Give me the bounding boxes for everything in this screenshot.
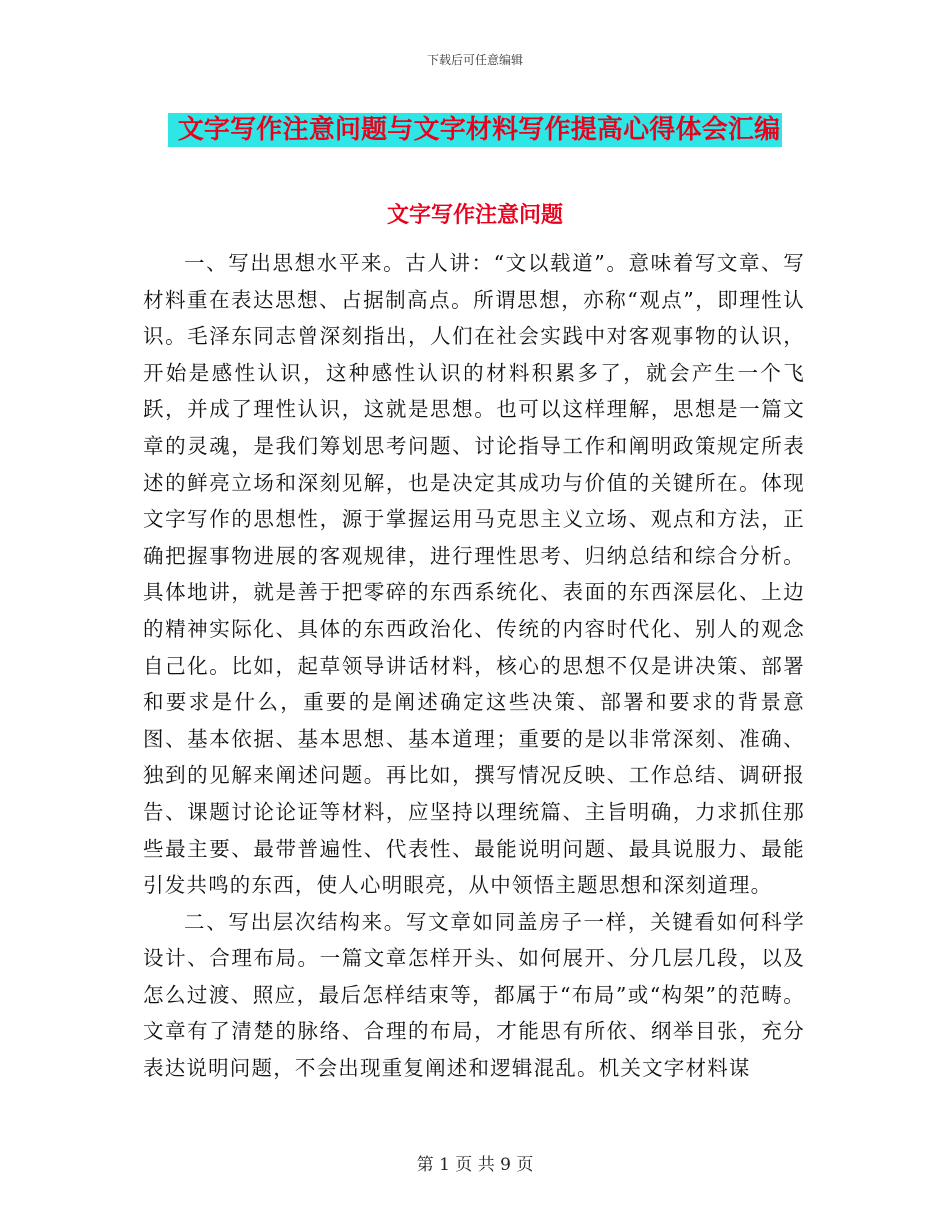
page-header-note: 下载后可任意编辑: [426, 53, 523, 67]
paragraph-1: 一、写出思想水平来。古人讲：“文以载道”。意味着写文章、写材料重在表达思想、占据制高点。所谓思想，亦称“观点”，即理性认识。毛泽东同志曾深刻指出，人们在社会实践中对客观事物的认识，开始是感性认识，这种感性认识的材料积累多了，就会产生一个飞跃，并成了理性认识，这就是思想。也可以这样理解，思想是一篇文章的灵魂，是我们筹划思考问题、讨论指导工作和阐明政策规定所表述的鲜亮立场和深刻见解，也是决定其成功与价值的关键所在。体现文字写作的思想性，源于掌握运用马克思主义立场、观点和方法，正确把握事物进展的客观规律，进行理性思考、归纳总结和综合分析。具体地讲，就是善于把零碎的东西系统化、表面的东西深层化、上边的精神实际化、具体的东西政治化、传统的内容时代化、别人的观念自己化。比如，起草领导讲话材料，核心的思想不仅是讲决策、部署和要求是什么，重要的是阐述确定这些决策、部署和要求的背景意图、基本依据、基本思想、基本道理；重要的是以非常深刻、准确、独到的见解来阐述问题。再比如，撰写情况反映、工作总结、调研报告、课题讨论论证等材料，应坚持以理统篇、主旨明确，力求抓住那些最主要、最带普遍性、代表性、最能说明问题、最具说服力、最能引发共鸣的东西，使人心明眼亮，从中领悟主题思想和深刻道理。: [143, 251, 805, 898]
paragraph-2: 二、写出层次结构来。写文章如同盖房子一样，关键看如何科学设计、合理布局。一篇文章怎样开头、如何展开、分几层几段，以及怎么过渡、照应，最后怎样结束等，都属于“布局”或“构架”的范畴。文章有了清楚的脉络、合理的布局，才能思有所依、纲举目张，充分表达说明问题，不会出现重复阐述和逻辑混乱。机关文字材料谋: [143, 909, 805, 1081]
document-body: [143, 245, 805, 1087]
page-number-footer: 第 1 页 共 9 页: [416, 1155, 534, 1175]
document-main-title: 文字写作注意问题与文字材料写作提高心得体会汇编: [168, 113, 783, 147]
main-title-container: [0, 113, 950, 147]
section-title: 文字写作注意问题: [386, 202, 563, 228]
